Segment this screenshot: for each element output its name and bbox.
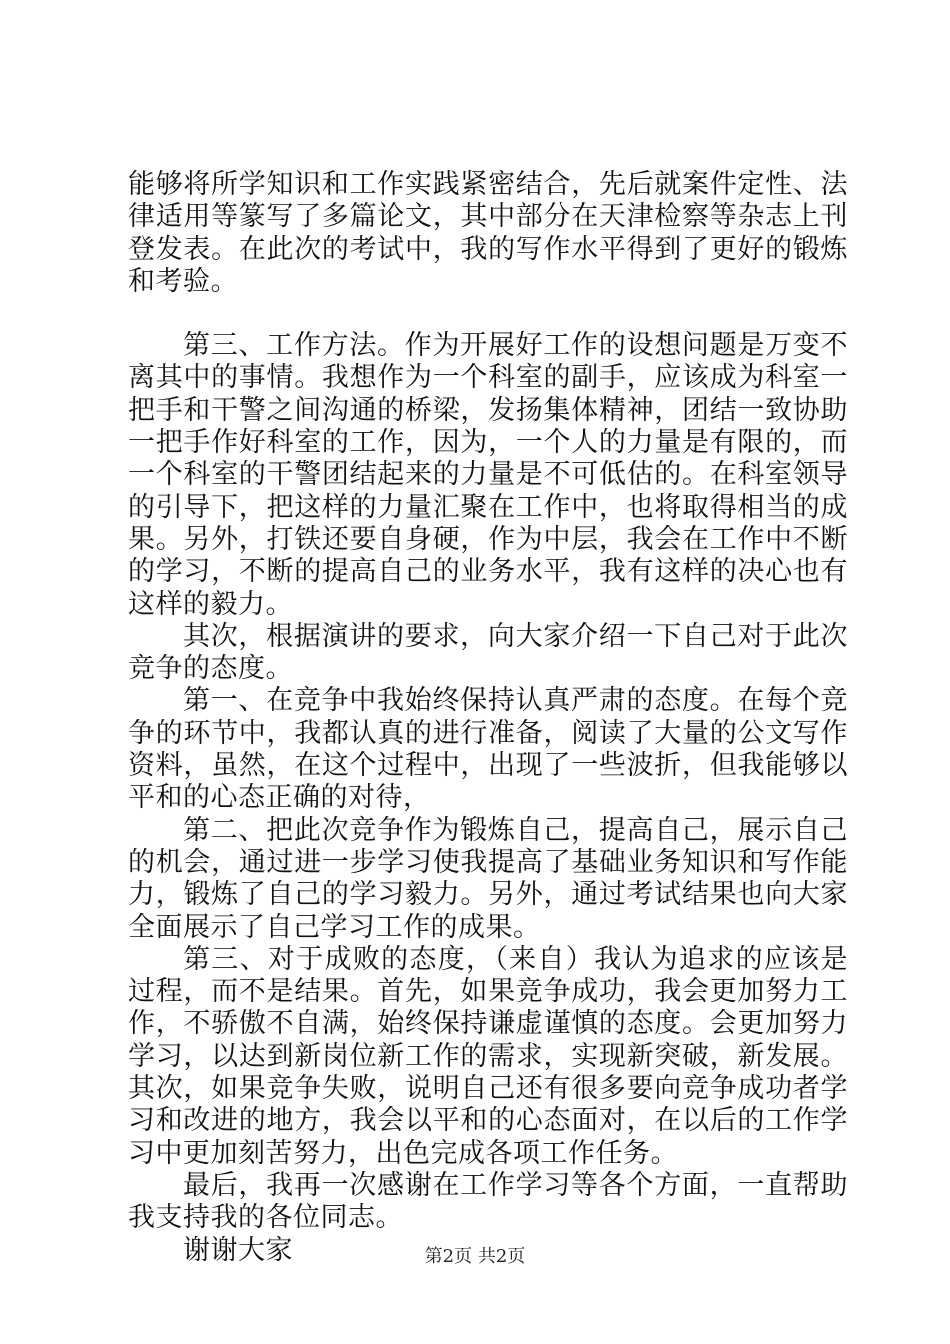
paragraph-third-attitude: 第三、对于成败的态度，（来自）我认为追求的应该是过程，而不是结果。首先，如果竞争成功，我会更加努力工作，不骄傲不自满，始终保持谦虚谨慎的态度。会更加努力学习，以达到新岗位新工作的需求，实现新突破，新发展。其次，如果竞争失败，说明自己还有很多要向竞争成功者学习和改进的地方，我会以平和的心态面对，在以后的工作学习中更加刻苦努力，出色完成各项工作任务。 — [128, 943, 848, 1169]
paragraph-work-method: 第三、工作方法。作为开展好工作的设想问题是万变不离其中的事情。我想作为一个科室的副手，应该成为科室一把手和干警之间沟通的桥梁，发扬集体精神，团结一致协助一把手作好科室的工作，因为，一个人的力量是有限的，而一个科室的干警团结起来的力量是不可低估的。在科室领导的引导下，把这样的力量汇聚在工作中，也将取得相当的成果。另外，打铁还要自身硬，作为中层，我会在工作中不断的学习，不断的提高自己的业务水平，我有这样的决心也有这样的毅力。 — [128, 330, 848, 620]
paragraph-thanks: 最后，我再一次感谢在工作学习等各个方面，一直帮助我支持我的各位同志。 — [128, 1169, 848, 1234]
page-number-footer: 第2页 共2页 — [424, 1246, 526, 1267]
paragraph-gap — [128, 298, 848, 330]
document-body — [128, 169, 848, 1267]
paragraph-first-attitude: 第一、在竞争中我始终保持认真严肃的态度。在每个竞争的环节中，我都认真的进行准备，阅读了大量的公文写作资料，虽然，在这个过程中，出现了一些波折，但我能够以平和的心态正确的对待， — [128, 685, 848, 814]
paragraph-closing: 谢谢大家 — [183, 1234, 293, 1266]
paragraph-attitude-intro: 其次，根据演讲的要求，向大家介绍一下自己对于此次竞争的态度。 — [128, 620, 848, 685]
paragraph-continuation: 能够将所学知识和工作实践紧密结合，先后就案件定性、法律适用等篆写了多篇论文，其中部分在天津检察等杂志上刊登发表。在此次的考试中，我的写作水平得到了更好的锻炼和考验。 — [128, 169, 848, 297]
paragraph-second-attitude: 第二、把此次竞争作为锻炼自己，提高自己，展示自己的机会，通过进一步学习使我提高了基础业务知识和写作能力，锻炼了自己的学习毅力。另外，通过考试结果也向大家全面展示了自己学习工作的成果。 — [128, 814, 848, 943]
